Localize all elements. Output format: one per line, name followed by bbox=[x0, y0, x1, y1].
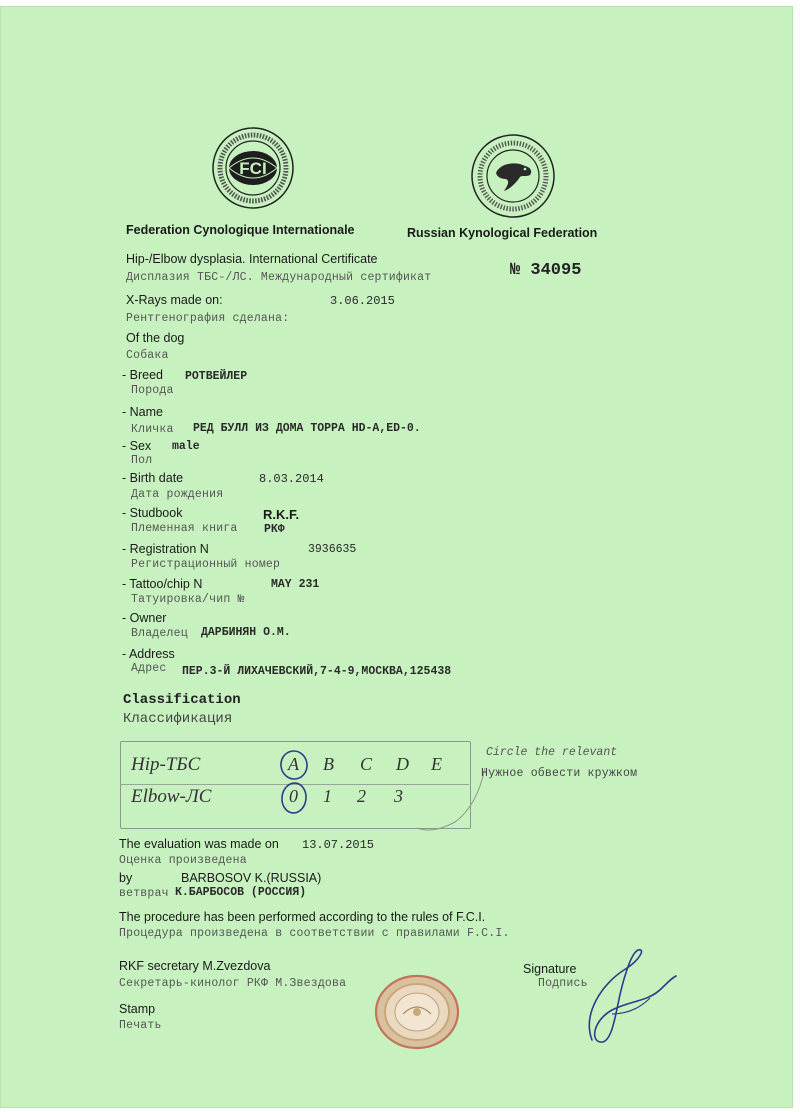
elbow-grade-2: 2 bbox=[357, 786, 366, 806]
owner-value: ДАРБИНЯН О.М. bbox=[201, 626, 291, 639]
evaluation-date: 13.07.2015 bbox=[302, 838, 375, 852]
registration-label-ru: Регистрационный номер bbox=[131, 558, 281, 571]
xray-label-en: X-Rays made on: bbox=[126, 293, 223, 307]
selection-circles bbox=[270, 744, 320, 824]
registration-value: 3936635 bbox=[308, 543, 357, 556]
fci-name: Federation Cynologique Internationale bbox=[126, 223, 355, 237]
signature-label-en: Signature bbox=[523, 962, 577, 976]
breed-label-en: - Breed bbox=[122, 368, 163, 382]
hip-grade-b: B bbox=[323, 754, 334, 774]
note-ru: Нужное обвести кружком bbox=[481, 767, 638, 780]
address-label-ru: Адрес bbox=[131, 662, 167, 675]
breed-label-ru: Порода bbox=[131, 384, 174, 397]
elbow-grade-3: 3 bbox=[394, 786, 403, 806]
elbow-grade-0: 0 bbox=[289, 786, 298, 806]
fci-logo-seal bbox=[211, 126, 295, 210]
rkf-logo-seal bbox=[470, 133, 556, 219]
studbook-label-en: - Studbook bbox=[122, 506, 183, 520]
signature-scribble bbox=[572, 944, 692, 1052]
elbow-label: Elbow-ЛС bbox=[131, 786, 212, 807]
studbook-value-en: R.K.F. bbox=[263, 507, 300, 522]
hologram-stamp bbox=[373, 974, 461, 1050]
sex-value: male bbox=[172, 440, 200, 453]
by-label-en: by bbox=[119, 871, 133, 885]
address-label-en: - Address bbox=[122, 647, 175, 661]
sex-label-en: - Sex bbox=[122, 439, 152, 453]
classification-title-en: Classification bbox=[123, 692, 241, 708]
certificate-number: № 34095 bbox=[510, 261, 582, 280]
tattoo-value: MAY 231 bbox=[271, 578, 320, 591]
rkf-name: Russian Kynological Federation bbox=[407, 226, 598, 240]
owner-label-ru: Владелец bbox=[131, 627, 188, 640]
name-label-ru: Кличка bbox=[131, 423, 174, 436]
dog-label-en: Of the dog bbox=[126, 331, 185, 345]
certificate-paper bbox=[0, 6, 793, 1108]
secretary-ru: Секретарь-кинолог РКФ М.Звездова bbox=[119, 977, 347, 990]
signature-label-ru: Подпись bbox=[538, 977, 588, 990]
tattoo-label-en: - Tattoo/chip N bbox=[122, 577, 203, 591]
evaluation-label-ru: Оценка произведена bbox=[119, 854, 247, 867]
vet-name-ru: К.БАРБОСОВ (РОССИЯ) bbox=[175, 886, 307, 899]
evaluation-label-en: The evaluation was made on bbox=[119, 837, 279, 851]
stamp-label-ru: Печать bbox=[119, 1019, 162, 1032]
vet-name-en: BARBOSOV K.(RUSSIA) bbox=[181, 871, 322, 885]
secretary-en: RKF secretary M.Zvezdova bbox=[119, 959, 271, 973]
owner-label-en: - Owner bbox=[122, 611, 167, 625]
birth-value: 8.03.2014 bbox=[259, 472, 324, 486]
birth-label-en: - Birth date bbox=[122, 471, 184, 485]
sex-label-ru: Пол bbox=[131, 454, 153, 467]
elbow-grade-1: 1 bbox=[323, 786, 332, 806]
hip-grade-e: E bbox=[431, 754, 442, 774]
xray-date: 3.06.2015 bbox=[330, 294, 395, 308]
registration-label-en: - Registration N bbox=[122, 542, 209, 556]
procedure-ru: Процедура произведена в соответствии с правилами F.C.I. bbox=[119, 927, 510, 940]
stamp-label-en: Stamp bbox=[119, 1002, 156, 1016]
procedure-en: The procedure has been performed according to the rules of F.C.I. bbox=[119, 910, 486, 924]
studbook-label-ru: Племенная книга bbox=[131, 522, 238, 535]
tattoo-label-ru: Татуировка/чип № bbox=[131, 593, 245, 606]
breed-value: РОТВЕЙЛЕР bbox=[185, 370, 248, 383]
hip-grade-a: A bbox=[288, 754, 299, 774]
fci-logo-text: FCI bbox=[239, 159, 267, 178]
certificate-title-ru: Дисплазия ТБС-/ЛС. Международный сертификат bbox=[126, 271, 432, 284]
classification-title-ru: Классификация bbox=[123, 711, 233, 727]
hip-grade-d: D bbox=[396, 754, 409, 774]
hip-label: Hip-ТБС bbox=[131, 754, 201, 775]
note-en: Circle the relevant bbox=[486, 746, 618, 759]
name-label-en: - Name bbox=[122, 405, 163, 419]
name-value: РЕД БУЛЛ ИЗ ДОМА ТОРРА HD-A,ED-0. bbox=[193, 422, 421, 435]
birth-label-ru: Дата рождения bbox=[131, 488, 224, 501]
hip-grade-c: C bbox=[360, 754, 373, 774]
certificate-title-en: Hip-/Elbow dysplasia. International Certificate bbox=[126, 252, 378, 266]
dog-label-ru: Собака bbox=[126, 349, 169, 362]
address-value: ПЕР.3-Й ЛИХАЧЕВСКИЙ,7-4-9,МОСКВА,125438 bbox=[182, 665, 452, 678]
by-label-ru: ветврач bbox=[119, 887, 169, 900]
xray-label-ru: Рентгенография сделана: bbox=[126, 312, 290, 325]
studbook-value-ru: РКФ bbox=[264, 523, 285, 536]
